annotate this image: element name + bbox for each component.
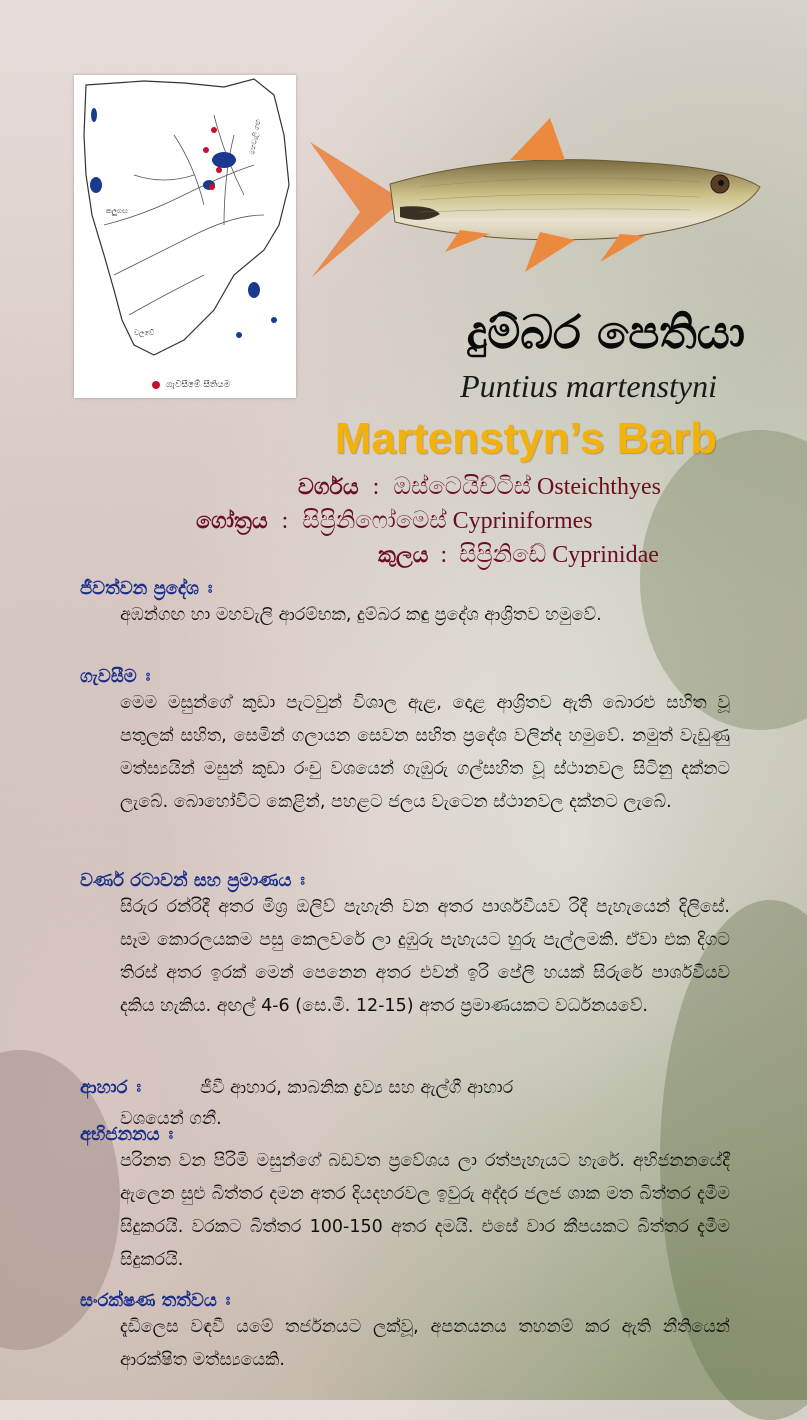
section-body: සිරුර රන්රිදී අතර මිශ්‍ර ඔලිව් පැහැති වන අතර පාර්ශවීයව රිදී පැහැයෙන් දිලිසේ. සෑම කොරලයකම පසු කෙලවරේ ලා දුඹුරු පැහැයට හුරු පැල්ලමකි. ඒවා එක දිගට තිරස් අතර ඉරක් මෙන් පෙනෙන අතර එවන් ඉරි පේලි හයක් සිරුරේ පාර්ශවීයව දකිය හැකිය. අඟල් 4-6 (සෙ.මී. 12-15) අතර ප්‍රමාණයකට වර්ධනයවේ.: [120, 897, 730, 1016]
taxonomy-sep: :: [281, 508, 289, 534]
section-heading: ආහාර ඃ: [80, 1077, 142, 1098]
taxonomy-family: [378, 542, 659, 569]
section-heading: සංරක්ෂණ තත්වය ඃ: [80, 1290, 231, 1311]
fish-illustration: [300, 112, 770, 292]
taxonomy-class: [298, 474, 661, 501]
section-heading: ජීවත්වන ප්‍රදේශ ඃ: [80, 578, 213, 599]
map-legend: [152, 380, 230, 390]
habitat-area-section: [80, 578, 730, 632]
legend-label: ගැවසීමේ සීතියම: [166, 380, 231, 390]
common-name: Martenstyn’s Barb: [334, 414, 717, 463]
sri-lanka-map: [74, 75, 296, 398]
section-heading: අභිජනනය ඃ: [80, 1124, 174, 1145]
river-label: වලවේ: [134, 329, 155, 337]
taxonomy-order: [196, 508, 593, 535]
color-size-section: [80, 870, 730, 1023]
section-body: ජීවී ආහාර, කාබනික ද්‍රව්‍ය සහ ඇල්ගී ආහාර: [200, 1078, 514, 1098]
taxonomy-sep: :: [372, 474, 380, 500]
red-dot-icon: [152, 381, 160, 389]
conservation-section: [80, 1290, 730, 1377]
section-body: දැඩිලෙස වඳවී යමේ තර්ජනයට ලක්වූ, අපනයනය තහනම් කර ඇති නීතියෙන් ආරක්ෂිත මත්ස්‍යයෙකි.: [120, 1317, 730, 1370]
river-label: මහවැලි ගඟ: [248, 118, 263, 156]
river-label: කලුගඟ: [106, 207, 128, 215]
habitat-section: [80, 666, 730, 819]
taxonomy-value: ඔස්ටෙයිච්ටිස් Osteichthyes: [393, 474, 661, 500]
section-body: අඹන්ගඟ හා මහවැලි ආරම්භක, දුම්බර කඳු ප්‍රදේශ ආශ්‍රිතව හමුවේ.: [120, 605, 602, 625]
taxonomy-value: සිප්‍රිනිඩේ Cyprinidae: [459, 542, 659, 568]
sinhala-title: දුම්බර පෙතියා: [466, 305, 745, 359]
taxonomy-label: වර්ගය: [298, 475, 359, 500]
section-heading: ගැවසීම ඃ: [80, 666, 151, 687]
breeding-section: [80, 1124, 730, 1277]
taxonomy-value: සිප්‍රිනිෆෝමෙස් Cypriniformes: [302, 508, 593, 534]
taxonomy-sep: :: [440, 542, 448, 568]
section-body: මෙම මසුන්ගේ කුඩා පැටවුන් විශාල ඇළ, දොළ ආශ්‍රිතව ඇති බොරළු සහිත වූ පතුලක් සහිත, සෙමින් ගලායන සෙවන සහිත ප්‍රදේශ වලින්ද හමුවේ. නමුත් වැඩුණු මත්ස්‍යයින් මසුන් කුඩා රංචු වශයෙන් ගැඹුරු ගල්සහිත වූ ස්ථානවල සිටිනු දක්නට ලැබේ. බොහෝවිට කෙළින්, පහළට ජලය වැටෙන ස්ථානවල දක්නට ලැබේ.: [120, 693, 730, 812]
taxonomy-label: ගෝත්‍රය: [196, 509, 268, 534]
distribution-map: [74, 75, 296, 398]
section-heading: වර්ණ රටාවන් සහ ප්‍රමාණය ඃ: [80, 870, 306, 891]
scientific-name: Puntius martenstyni: [460, 368, 717, 404]
taxonomy-label: කුලය: [378, 543, 429, 568]
section-body: පරිනත වන පිරිමි මසුන්ගේ බඩවත ප්‍රවේශය ලා රත්පැහැයට හැරේ. අභිජනනයේදී ඇලෙන සුළු බිත්තර දමන අතර දියදහරවල ඉවුරු අද්දර ජලජ ශාක මත බිත්තර දැමීම සිදුකරයි. වරකට බිත්තර 100-150 අතර දමයි. එසේ වාර කීපයකට බිත්තර දැමීම සිදුකරයි.: [120, 1151, 730, 1270]
section-body-continued: වශයෙන් ගනී.: [120, 1109, 222, 1129]
